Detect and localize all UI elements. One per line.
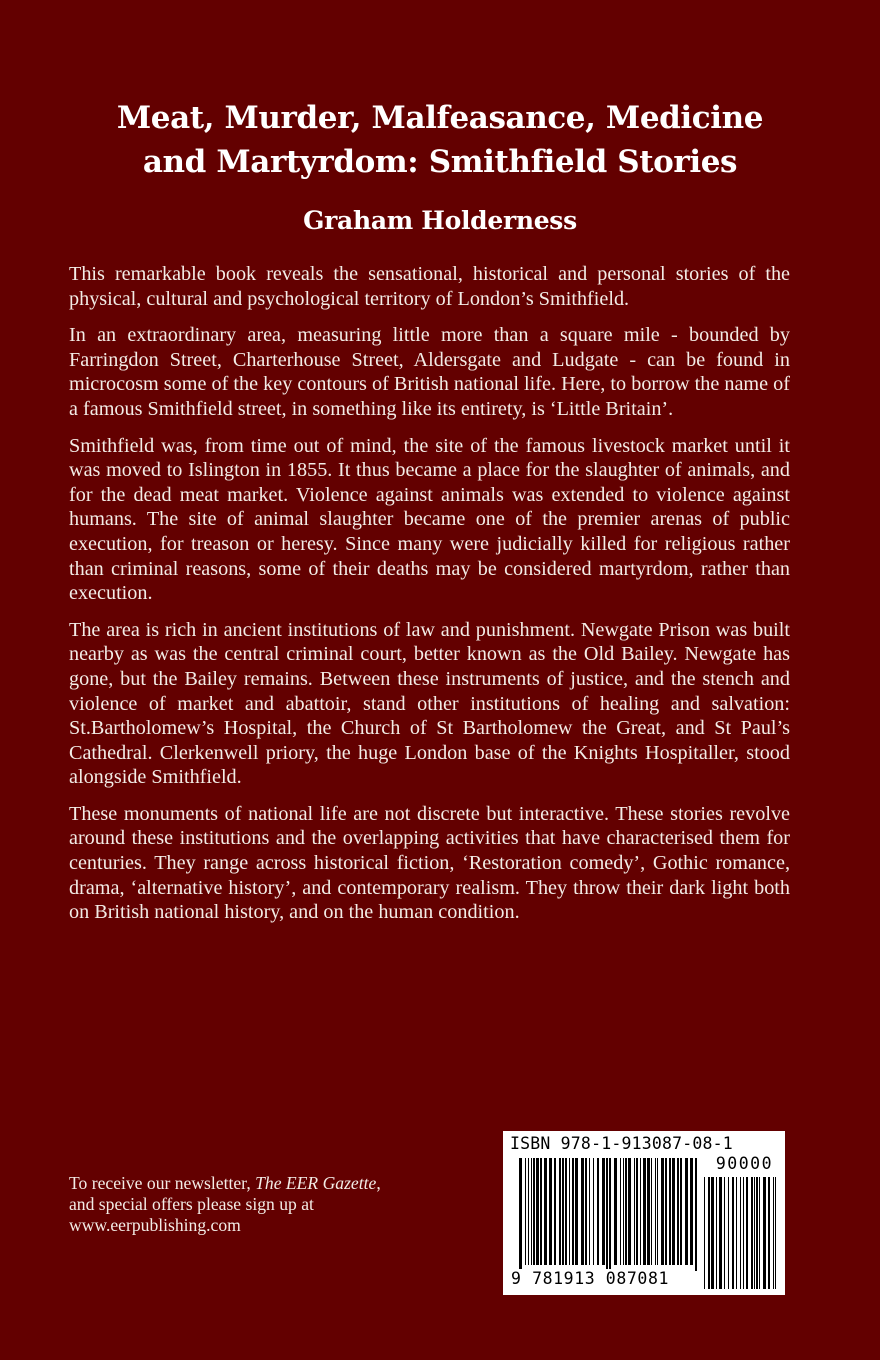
newsletter-line-2: and special offers please sign up at bbox=[69, 1194, 314, 1214]
barcode-bar bbox=[562, 1158, 564, 1265]
blurb-paragraph-2: In an extraordinary area, measuring little more than a square mile - bounded by Farringdon Street, Charterhouse Street, Aldersgate and Ludgate - can be found in microcosm some of the key contours of British national life. Here, to borrow the name of a famous Smithfield street, in something like its entirety, is ‘Little Britain’. bbox=[69, 324, 790, 420]
barcode-bar bbox=[643, 1158, 646, 1265]
barcode-bar bbox=[585, 1158, 587, 1265]
isbn-label: ISBN 978-1-913087-08-1 bbox=[510, 1134, 733, 1153]
barcode-bar bbox=[549, 1158, 552, 1265]
barcode-bar bbox=[531, 1158, 532, 1265]
barcode-bar bbox=[640, 1158, 641, 1265]
barcode-bar bbox=[775, 1177, 776, 1289]
barcode-bar bbox=[593, 1158, 594, 1265]
barcode-bar bbox=[665, 1158, 667, 1265]
barcode-bar bbox=[614, 1158, 617, 1265]
barcode-bar bbox=[572, 1158, 574, 1265]
barcode-bar bbox=[711, 1177, 714, 1289]
barcode-bar bbox=[685, 1158, 688, 1265]
barcode-bar bbox=[728, 1177, 729, 1289]
barcode-bar bbox=[554, 1158, 556, 1265]
barcode-bar bbox=[756, 1177, 758, 1289]
barcode-bar bbox=[655, 1158, 656, 1265]
barcode-bar bbox=[724, 1177, 725, 1289]
barcode-bar bbox=[672, 1158, 675, 1265]
barcode-bar bbox=[690, 1158, 693, 1265]
barcode-bar bbox=[716, 1177, 717, 1289]
book-title bbox=[40, 96, 840, 184]
barcode-bar bbox=[625, 1158, 627, 1265]
blurb-paragraph-4: The area is rich in ancient institutions of law and punishment. Newgate Prison was built nearby as was the central criminal court, better known as the Old Bailey. Newgate has gone, but the Bailey remains. Between these instruments of justice, and the stench and violence of market and abattoir, stand other institutions of healing and salvation: St.Bartholomew’s Hospital, the Church of St Bartholomew the Great, and St Paul’s Cathedral. Clerkenwell priory, the huge London base of the Knights Hospitaller, stood alongside Smithfield. bbox=[69, 618, 790, 789]
blurb-text bbox=[69, 262, 790, 937]
barcode-bar bbox=[536, 1158, 539, 1265]
barcode-bar bbox=[559, 1158, 561, 1265]
barcode-bar bbox=[661, 1158, 664, 1265]
barcode-bar bbox=[525, 1158, 526, 1265]
barcode-bar bbox=[759, 1177, 760, 1289]
barcode-bar bbox=[602, 1158, 605, 1265]
barcode-bar bbox=[540, 1158, 542, 1265]
newsletter-gazette-name: The EER Gazette bbox=[255, 1173, 377, 1193]
barcode-bar bbox=[708, 1177, 710, 1289]
barcode-bar bbox=[768, 1177, 770, 1289]
barcode-bar bbox=[569, 1158, 570, 1265]
barcode-bar bbox=[754, 1177, 755, 1289]
isbn-barcode bbox=[503, 1131, 785, 1295]
barcode-bar bbox=[657, 1158, 658, 1265]
author-name: Graham Holderness bbox=[303, 206, 577, 235]
barcode-bar bbox=[680, 1158, 682, 1265]
barcode-bar bbox=[519, 1158, 522, 1271]
barcode-bar bbox=[565, 1158, 567, 1265]
newsletter-suffix: , bbox=[376, 1173, 381, 1193]
price-addon-label: 90000 bbox=[715, 1154, 773, 1173]
barcode-bar bbox=[623, 1158, 624, 1265]
book-title-line-1: Meat, Murder, Malfeasance, Medicine bbox=[116, 100, 764, 136]
barcode-bar bbox=[628, 1158, 631, 1265]
barcode-bar bbox=[589, 1158, 590, 1265]
barcode-bar bbox=[743, 1177, 744, 1289]
barcode-bar bbox=[746, 1177, 748, 1289]
blurb-paragraph-1: This remarkable book reveals the sensational, historical and personal stories of the physical, cultural and psychological territory of London’s Smithfield. bbox=[69, 263, 790, 310]
barcode-bar bbox=[597, 1158, 599, 1265]
barcode-bar bbox=[581, 1158, 584, 1265]
barcode-bar bbox=[606, 1158, 608, 1271]
barcode-bar bbox=[732, 1177, 734, 1289]
publisher-url[interactable]: www.eerpublishing.com bbox=[69, 1215, 241, 1235]
ean-digits: 9 781913 087081 bbox=[511, 1269, 670, 1288]
barcode-bar bbox=[695, 1158, 697, 1271]
book-title-line-2: and Martyrdom: Smithfield Stories bbox=[142, 144, 738, 180]
blurb-paragraph-5: These monuments of national life are not discrete but interactive. These stories revolve around these institutions and the overlapping activities that have characterised them for centuries. They range across historical fiction, ‘Restoration comedy’, Gothic romance, drama, ‘alternative history’, and contemporary realism. They throw their dark light both on British national history, and on the human condition. bbox=[69, 802, 790, 924]
blurb-paragraph-3: Smithfield was, from time out of mind, the site of the famous livestock market until it was moved to Islington in 1855. It thus became a place for the slaughter of animals, and for the dead meat market. Violence against animals was extended to violence against humans. The site of animal slaughter became one of the premier arenas of public execution, for treason or heresy. Since many were judicially killed for religious rather than criminal reasons, some of their deaths may be considered martyrdom, rather than execution. bbox=[69, 434, 790, 605]
barcode-bar bbox=[740, 1177, 741, 1289]
barcode-bar bbox=[634, 1158, 635, 1265]
barcode-bar bbox=[763, 1177, 766, 1289]
barcode-bar bbox=[647, 1158, 650, 1265]
barcode-bar bbox=[528, 1158, 529, 1265]
barcode-bar bbox=[533, 1158, 535, 1265]
barcode-bar bbox=[651, 1158, 652, 1265]
barcode-bar bbox=[669, 1158, 671, 1265]
barcode-bar bbox=[575, 1158, 578, 1265]
barcode-bar bbox=[609, 1158, 611, 1271]
newsletter-note bbox=[69, 1173, 489, 1236]
barcode-bar bbox=[620, 1158, 621, 1265]
barcode-bar bbox=[704, 1177, 705, 1289]
barcode-bar bbox=[677, 1158, 679, 1265]
barcode-bar bbox=[773, 1177, 774, 1289]
barcode-bar bbox=[636, 1158, 638, 1265]
barcode-bar bbox=[736, 1177, 737, 1289]
barcode-bar bbox=[544, 1158, 547, 1265]
barcode-bar bbox=[719, 1177, 722, 1289]
newsletter-prefix: To receive our newsletter, bbox=[69, 1173, 256, 1193]
barcode-bar bbox=[751, 1177, 753, 1289]
